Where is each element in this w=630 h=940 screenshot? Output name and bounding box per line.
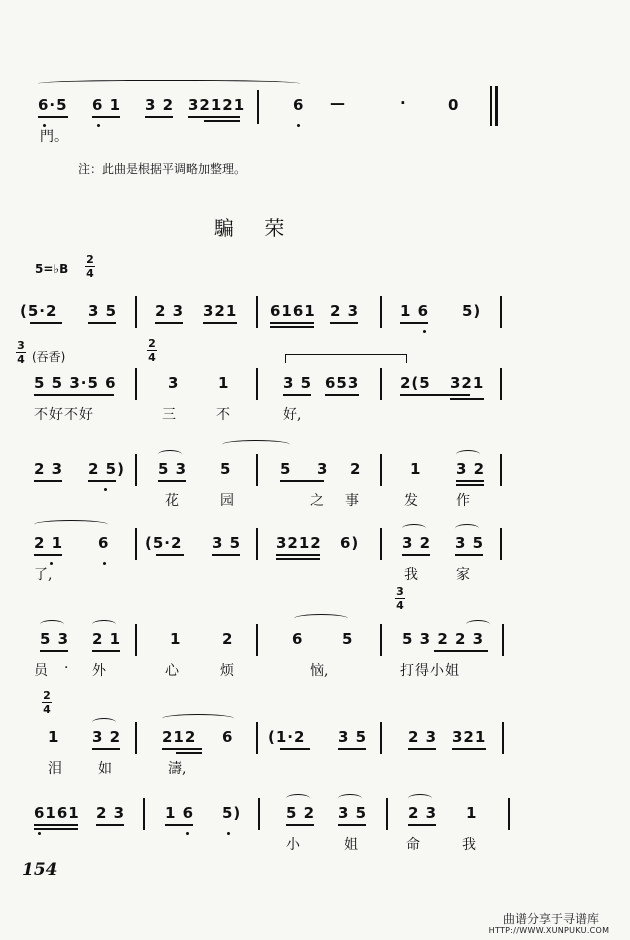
barline bbox=[380, 722, 382, 754]
music-row-6 bbox=[0, 716, 630, 777]
barline bbox=[135, 528, 137, 560]
note-group: 2 3 bbox=[96, 804, 126, 822]
lyric: 家 bbox=[456, 567, 470, 583]
lyric: 之 bbox=[310, 493, 324, 509]
lyric: 三 bbox=[162, 407, 176, 423]
barline bbox=[508, 798, 510, 830]
note-group: 5) bbox=[462, 302, 482, 320]
note-group: 3 2 bbox=[145, 96, 175, 114]
note-group: 5 3 bbox=[40, 630, 70, 648]
slur bbox=[285, 354, 407, 363]
lyric: 了, bbox=[34, 567, 53, 583]
note-group: 2 3 bbox=[408, 804, 438, 822]
annotation-note: 注：此曲是根据平调略加整理。 bbox=[78, 162, 247, 176]
note-group: 3 5 bbox=[455, 534, 485, 552]
slur bbox=[38, 80, 300, 89]
lyric: 园 bbox=[220, 493, 234, 509]
final-barline-thin bbox=[490, 86, 492, 126]
note-group: 32121 bbox=[188, 96, 246, 114]
music-row-2 bbox=[0, 362, 630, 423]
note-group: 2(5 bbox=[400, 374, 431, 392]
note-group: 2 3 bbox=[155, 302, 185, 320]
note-group: 3 5 bbox=[283, 374, 313, 392]
barline bbox=[380, 528, 382, 560]
barline bbox=[502, 722, 504, 754]
piece-title: 騙 荣 bbox=[214, 216, 297, 240]
note-group: 5 2 bbox=[286, 804, 316, 822]
note-group: 6·5 bbox=[38, 96, 68, 114]
barline bbox=[135, 296, 137, 328]
note: 6 bbox=[98, 534, 110, 552]
note: 6 bbox=[222, 728, 234, 746]
lyric: 花 bbox=[165, 493, 179, 509]
note-group: 6161 bbox=[270, 302, 316, 320]
time-signature: 2 4 bbox=[86, 253, 94, 280]
lyric: 心 bbox=[165, 663, 179, 679]
note: 1 bbox=[218, 374, 230, 392]
note-group: 1 6 bbox=[400, 302, 430, 320]
barline bbox=[386, 798, 388, 830]
barline bbox=[500, 368, 502, 400]
note-group: (5·2 bbox=[20, 302, 58, 320]
note-group: 2 5) bbox=[88, 460, 125, 478]
time-signature: 2 4 bbox=[148, 337, 156, 364]
note-group: 212 bbox=[162, 728, 197, 746]
lyric: 濤, bbox=[168, 761, 187, 777]
lyric: 我 bbox=[404, 567, 418, 583]
music-row-5 bbox=[0, 618, 630, 679]
note-group: 3 5 bbox=[338, 728, 368, 746]
barline bbox=[380, 624, 382, 656]
music-row-3 bbox=[0, 448, 630, 509]
rest: 0 bbox=[448, 96, 460, 114]
note-group: 3 5 bbox=[212, 534, 242, 552]
barline bbox=[380, 368, 382, 400]
lyric: 姐 bbox=[344, 837, 358, 853]
meter-label: (吞香) bbox=[32, 350, 66, 364]
note-group: 321 bbox=[203, 302, 238, 320]
lyric: 外 bbox=[92, 663, 106, 679]
lyric: 发 bbox=[404, 493, 418, 509]
note-group: 2 1 bbox=[92, 630, 122, 648]
lyric: 烦 bbox=[220, 663, 234, 679]
note-group: (1·2 bbox=[268, 728, 306, 746]
barline bbox=[380, 454, 382, 486]
time-signature: 3 4 bbox=[396, 585, 404, 612]
barline bbox=[502, 624, 504, 656]
extension-dash: — bbox=[330, 94, 346, 112]
music-row-7 bbox=[0, 792, 630, 853]
music-row-4 bbox=[0, 522, 630, 583]
watermark-title: 曲谱分享于寻谱库 bbox=[502, 912, 599, 926]
time-signature: 3 4 bbox=[17, 339, 25, 366]
note-group: 3 5 bbox=[338, 804, 368, 822]
note-group: 2 3 bbox=[330, 302, 360, 320]
note-group: 6 1 bbox=[92, 96, 122, 114]
note: 1 bbox=[410, 460, 422, 478]
note-group: 5 5 3·5 6 bbox=[34, 374, 117, 392]
note: 5 bbox=[342, 630, 354, 648]
barline bbox=[256, 368, 258, 400]
lyric: 不 bbox=[216, 407, 230, 423]
note: 6 bbox=[293, 96, 305, 114]
note-group: 6) bbox=[340, 534, 360, 552]
note: 1 bbox=[48, 728, 60, 746]
note: 3 bbox=[317, 460, 329, 478]
time-signature: 2 4 bbox=[43, 689, 51, 716]
music-row-1 bbox=[0, 290, 630, 330]
lyric: 恼, bbox=[310, 663, 329, 679]
barline bbox=[256, 296, 258, 328]
page-number: 154 bbox=[22, 860, 58, 880]
note-group: 653 bbox=[325, 374, 360, 392]
note-group: 5) bbox=[222, 804, 242, 822]
note: 1 bbox=[170, 630, 182, 648]
lyric: 門。 bbox=[40, 129, 68, 145]
lyric: · bbox=[64, 660, 69, 676]
lyric: 小 bbox=[286, 837, 300, 853]
note-group: 3 5 bbox=[88, 302, 118, 320]
barline bbox=[135, 454, 137, 486]
lyric: 如 bbox=[98, 761, 112, 777]
barline bbox=[258, 798, 260, 830]
note: 6 bbox=[292, 630, 304, 648]
note-group: 5 3 2 2 3 bbox=[402, 630, 485, 648]
barline bbox=[500, 528, 502, 560]
watermark-url: HTTP://WWW.XUNPUKU.COM bbox=[488, 926, 610, 935]
note: 2 bbox=[222, 630, 234, 648]
note-group: 2 3 bbox=[408, 728, 438, 746]
lyric: 不好不好 bbox=[34, 407, 94, 423]
lyric: 作 bbox=[456, 493, 470, 509]
barline bbox=[380, 296, 382, 328]
lyric: 命 bbox=[406, 837, 420, 853]
note-group: (5·2 bbox=[145, 534, 183, 552]
barline bbox=[256, 454, 258, 486]
barline bbox=[143, 798, 145, 830]
barline bbox=[257, 90, 259, 124]
note-group: 1 6 bbox=[165, 804, 195, 822]
note-group: 321 bbox=[450, 374, 485, 392]
barline bbox=[135, 624, 137, 656]
note: 5 bbox=[220, 460, 232, 478]
note-group: 3 2 bbox=[402, 534, 432, 552]
note: 3 bbox=[168, 374, 180, 392]
final-barline-thick bbox=[495, 86, 498, 126]
note-group: 5 3 bbox=[158, 460, 188, 478]
extension-dot: · bbox=[400, 94, 407, 112]
barline bbox=[256, 722, 258, 754]
barline bbox=[256, 528, 258, 560]
note-group: 3 2 bbox=[456, 460, 486, 478]
barline bbox=[500, 454, 502, 486]
lyric: 好, bbox=[283, 407, 302, 423]
note-group: 6161 bbox=[34, 804, 80, 822]
barline bbox=[500, 296, 502, 328]
lyric: 泪 bbox=[48, 761, 62, 777]
note-group: 3 2 bbox=[92, 728, 122, 746]
note: 1 bbox=[466, 804, 478, 822]
barline bbox=[135, 368, 137, 400]
lyric: 员 bbox=[34, 663, 48, 679]
lyric: 打得小姐 bbox=[400, 663, 460, 679]
note: 5 bbox=[280, 460, 292, 478]
lyric: 事 bbox=[345, 493, 359, 509]
key-signature: 5=♭B bbox=[35, 262, 69, 276]
note-group: 2 1 bbox=[34, 534, 64, 552]
note-group: 2 3 bbox=[34, 460, 64, 478]
barline bbox=[135, 722, 137, 754]
barline bbox=[256, 624, 258, 656]
note: 2 bbox=[350, 460, 362, 478]
lyric: 我 bbox=[462, 837, 476, 853]
note-group: 3212 bbox=[276, 534, 322, 552]
note-group: 321 bbox=[452, 728, 487, 746]
